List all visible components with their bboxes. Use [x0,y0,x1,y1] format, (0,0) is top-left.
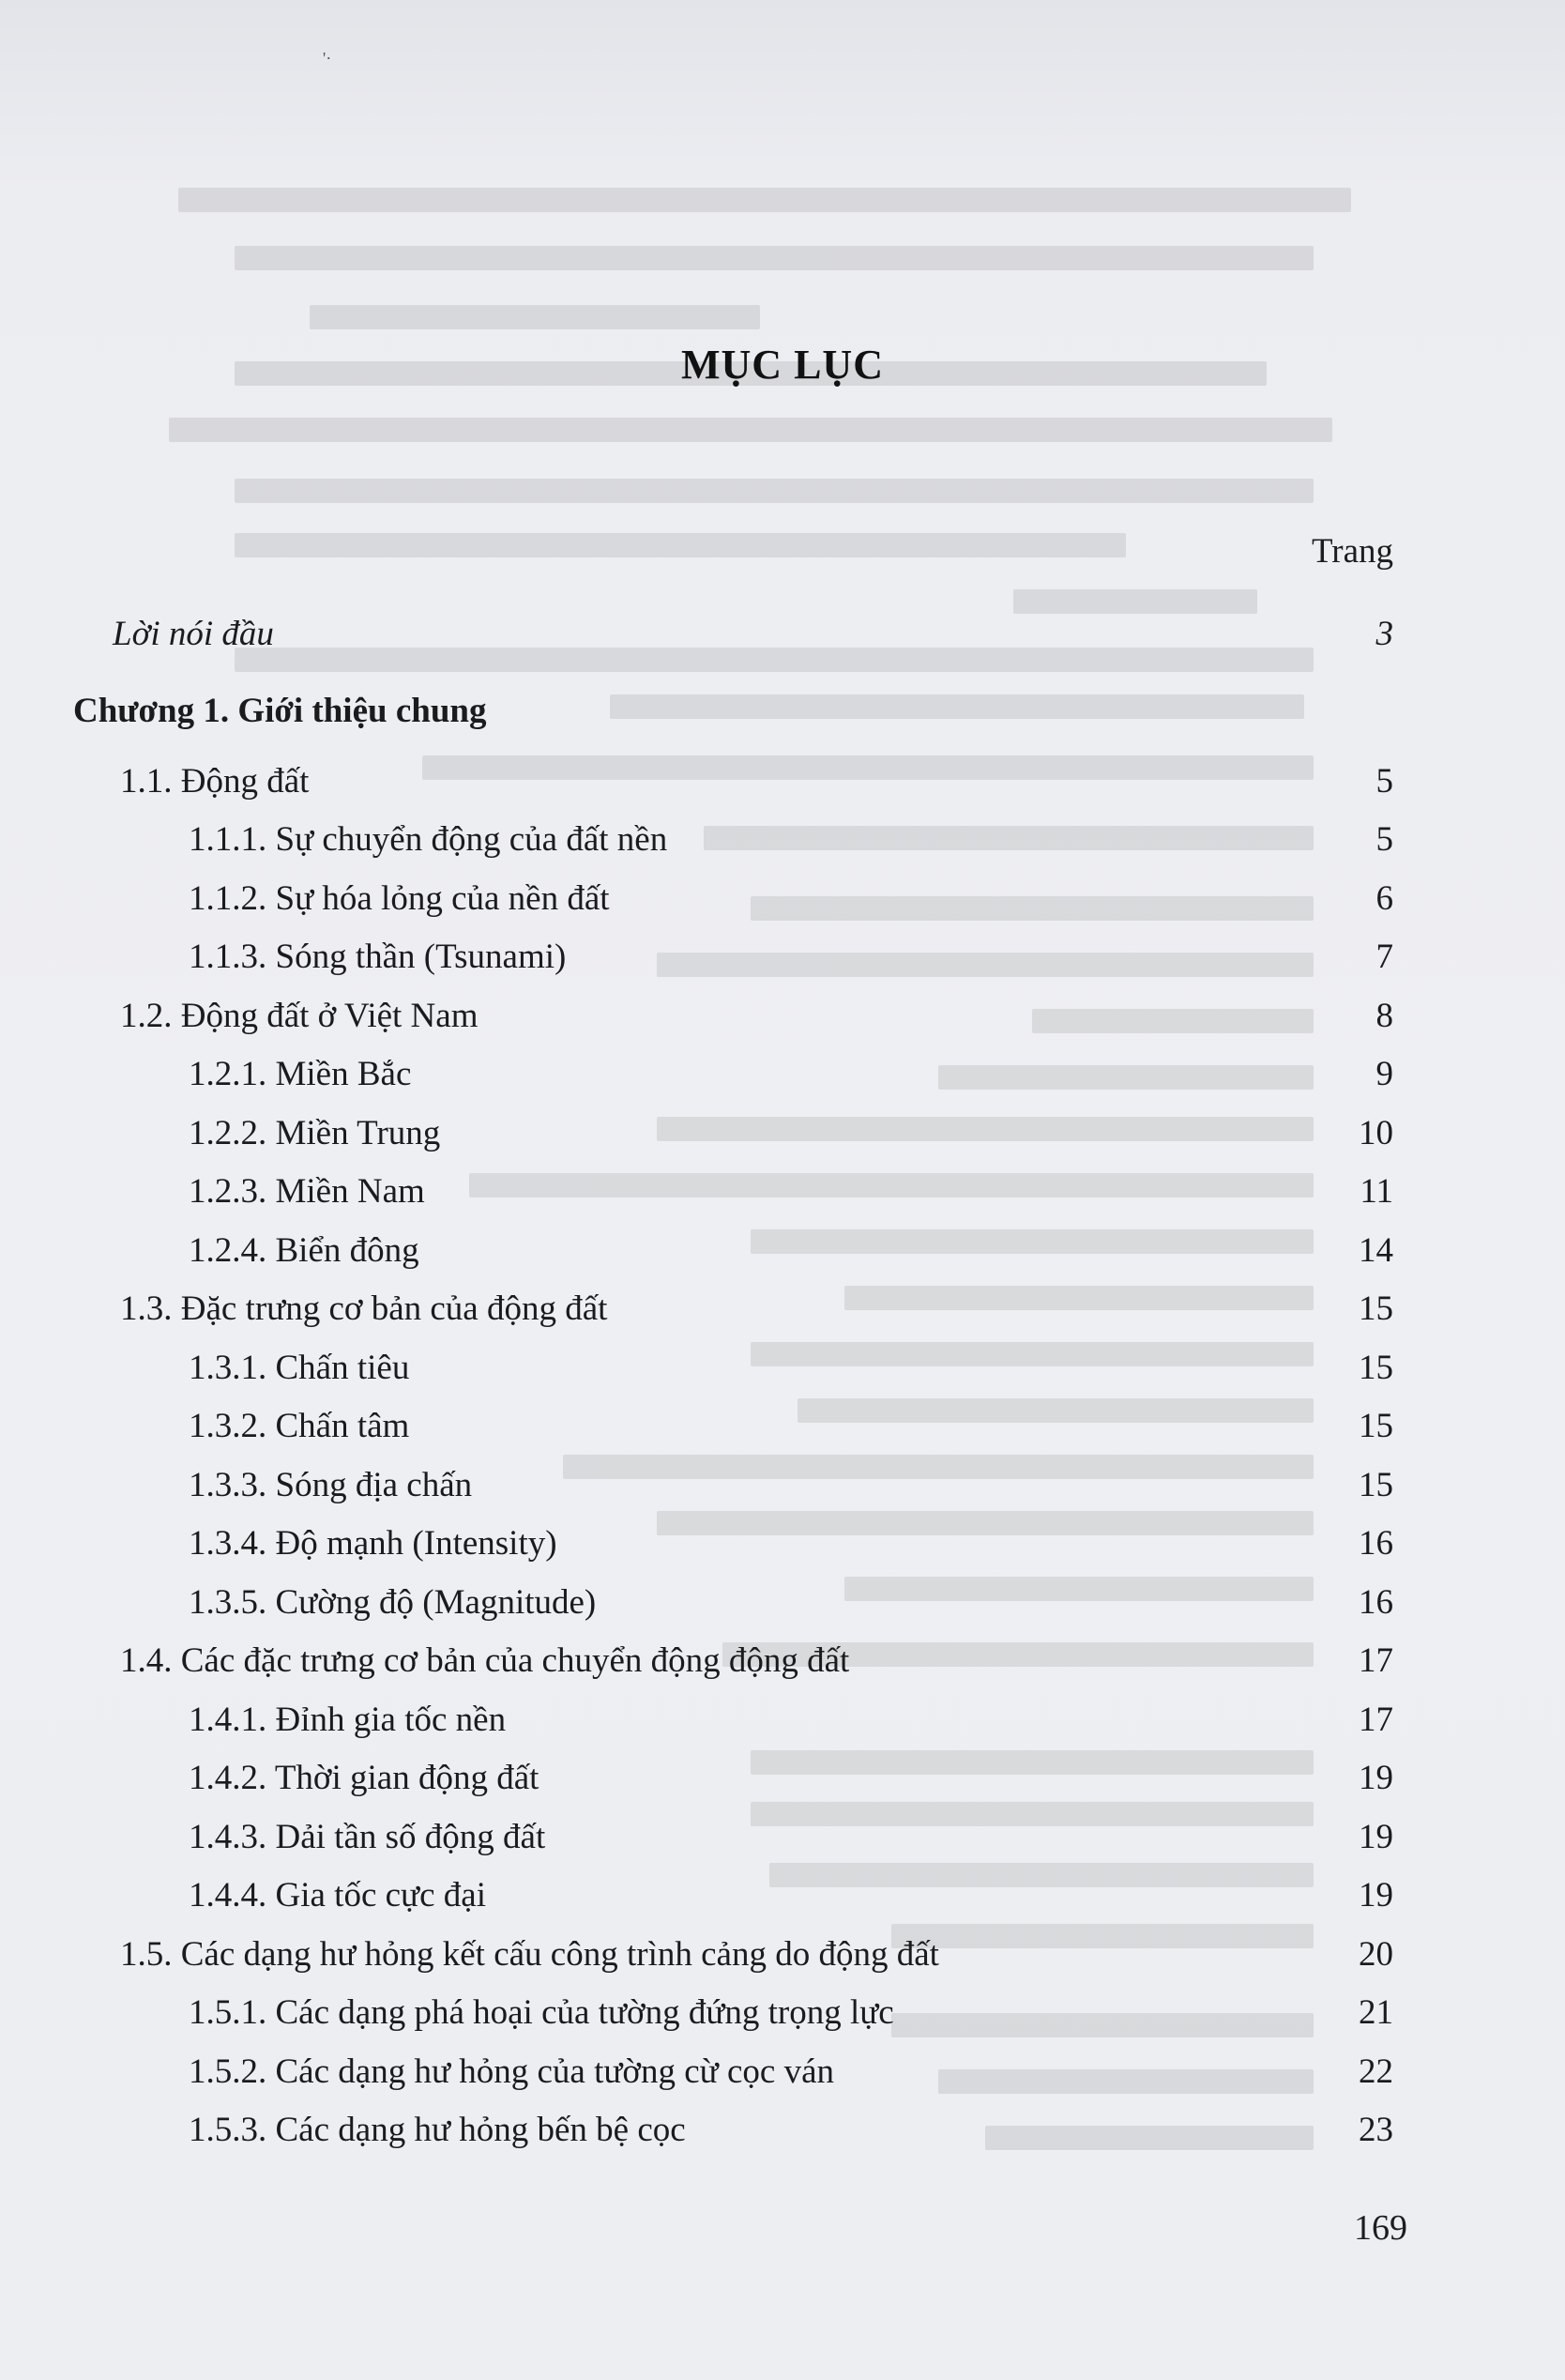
toc-entry-title: 1.1.1. Sự chuyển động của đất nền [189,820,668,859]
toc-entry-title: 1.2. Động đất ở Việt Nam [120,997,479,1035]
toc-entry-page: 15 [1359,1289,1393,1328]
toc-entry-page: 17 [1359,1701,1393,1739]
toc-entry-title: 1.4. Các đặc trưng cơ bản của chuyển động động đất [120,1641,850,1680]
toc-entry-page: 8 [1375,997,1393,1035]
toc-entry-page: 23 [1359,2111,1393,2149]
toc-entry-page: 20 [1359,1935,1393,1974]
toc-entry-page: 17 [1359,1641,1393,1680]
toc-entry-page: 14 [1359,1231,1393,1270]
toc-entry-title: 1.2.2. Miền Trung [189,1114,441,1152]
toc-entry-title: 1.1.2. Sự hóa lỏng của nền đất [189,879,610,918]
toc-entry-page: 19 [1359,1818,1393,1856]
toc-entry-title: 1.1. Động đất [120,762,310,801]
page-column-header: Trang [1311,532,1393,571]
toc-entry-page: 15 [1359,1407,1393,1445]
toc-entry-page: 16 [1359,1583,1393,1622]
toc-entry-title: Lời nói đầu [113,615,274,653]
toc-entry-title: 1.3.5. Cường độ (Magnitude) [189,1583,597,1622]
toc-entry-page: 9 [1375,1055,1393,1093]
toc-entry-page: 16 [1359,1524,1393,1563]
toc-entry-title: 1.5.2. Các dạng hư hỏng của tường cừ cọc ván [189,2052,834,2091]
toc-entry-title: 1.4.1. Đỉnh gia tốc nền [189,1701,507,1739]
toc-entry-title: 1.5. Các dạng hư hỏng kết cấu công trình cảng do động đất [120,1935,939,1974]
toc-entry-page: 11 [1360,1172,1393,1211]
toc-entry-title: 1.3. Đặc trưng cơ bản của động đất [120,1289,608,1328]
toc-entry-title: Chương 1. Giới thiệu chung [73,692,487,730]
toc-entry-title: 1.1.3. Sóng thần (Tsunami) [189,938,567,976]
toc-entry-page: 15 [1359,1349,1393,1387]
toc-entry-title: 1.4.4. Gia tốc cực đại [189,1876,486,1915]
toc-entry-page: 21 [1359,1993,1393,2032]
toc-entry-title: 1.5.3. Các dạng hư hỏng bến bệ cọc [189,2111,686,2149]
toc-entry-page: 5 [1375,820,1393,859]
toc-entry-page: 6 [1375,879,1393,918]
toc-entry-page: 10 [1359,1114,1393,1152]
toc-entry-page: 15 [1359,1466,1393,1504]
toc-entry-page: 3 [1375,615,1393,653]
page-number: 169 [1354,2208,1407,2248]
toc-entry-title: 1.5.1. Các dạng phá hoại của tường đứng trọng lực [189,1993,894,2032]
toc-entry-title: 1.3.1. Chấn tiêu [189,1349,410,1387]
toc-entry-title: 1.3.2. Chấn tâm [189,1407,410,1445]
toc-entry-page: 22 [1359,2052,1393,2091]
toc-entry-title: 1.3.4. Độ mạnh (Intensity) [189,1524,557,1563]
toc-entry-title: 1.4.2. Thời gian động đất [189,1759,539,1797]
toc-entry-page: 19 [1359,1759,1393,1797]
toc-entry-page: 19 [1359,1876,1393,1915]
toc-entry-page: 5 [1375,762,1393,801]
toc-entry-title: 1.2.1. Miền Bắc [189,1055,412,1093]
page-title: MỤC LỤC [681,342,884,388]
toc-entry-title: 1.2.4. Biển đông [189,1231,419,1270]
toc-entry-title: 1.3.3. Sóng địa chấn [189,1466,473,1504]
toc-entry-title: 1.2.3. Miền Nam [189,1172,425,1211]
toc-entry-page: 7 [1375,938,1393,976]
toc-entry-title: 1.4.3. Dải tần số động đất [189,1818,546,1856]
paper-speck: '· [323,49,332,68]
